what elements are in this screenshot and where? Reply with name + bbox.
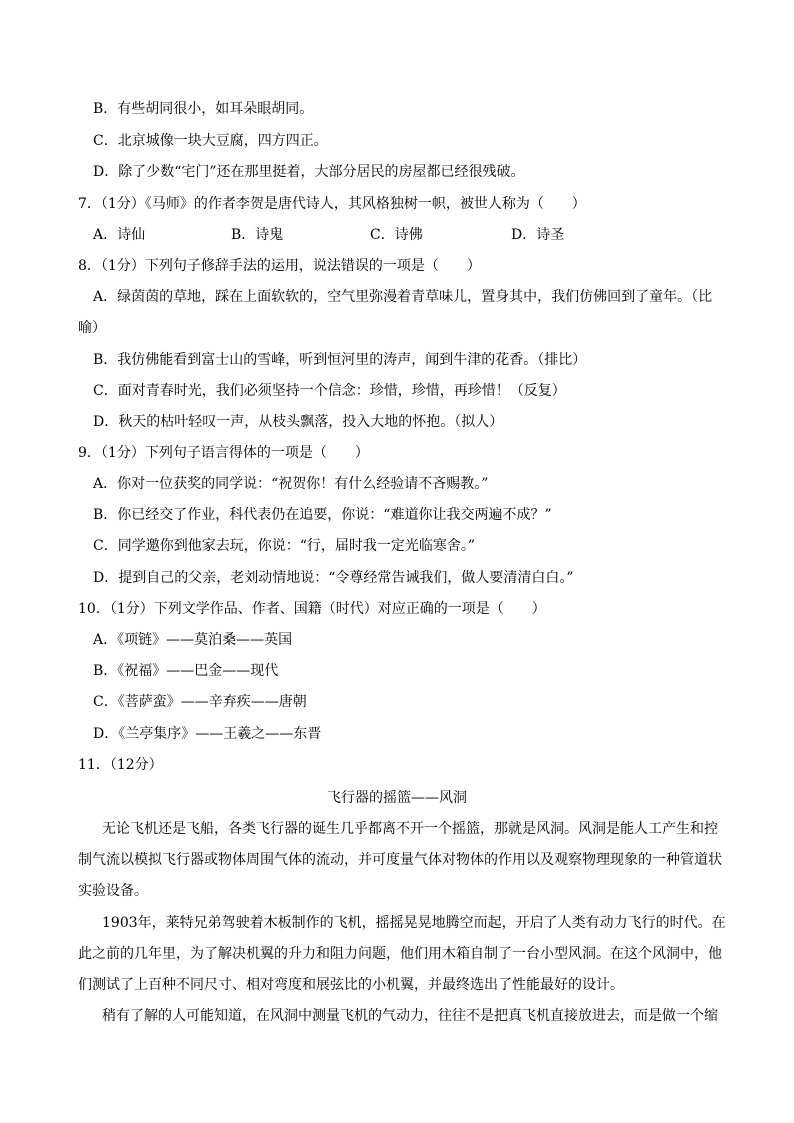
passage-p2-line3: 们测试了上百种不同尺寸、相对弯度和展弦比的小机翼，并最终选出了性能最好的设计。 — [78, 977, 624, 993]
q8-option-a-continued: 喻） — [78, 320, 106, 336]
q9-option-d: D．提到自己的父亲，老刘动情地说：“令尊经常告诫我们，做人要清清白白。” — [93, 570, 574, 586]
q7-option-a: A．诗仙 — [93, 227, 146, 243]
passage-title: 飞行器的摇篮——风洞 — [327, 790, 467, 806]
q8-stem: 8．（1分）下列句子修辞手法的运用，说法错误的一项是（ ） — [78, 258, 481, 274]
q11-stem: 11．（12分） — [78, 757, 163, 773]
passage-p3-line1: 稍有了解的人可能知道，在风洞中测量飞机的气动力，往往不是把真飞机直接放进去，而是做一个缩 — [102, 1008, 718, 1024]
passage-p1-line1: 无论飞机还是飞船，各类飞行器的诞生几乎都离不开一个摇篮，那就是风洞。风洞是能人工产生和控 — [102, 821, 718, 837]
q9-option-b: B．你已经交了作业，科代表仍在追要，你说：“难道你让我交两遍不成？” — [93, 507, 552, 523]
q6-option-b: B．有些胡同很小，如耳朵眼胡同。 — [93, 101, 314, 117]
q7-option-c: C．诗佛 — [370, 227, 423, 243]
q10-option-b: B．《祝福》——巴金——现代 — [93, 663, 279, 679]
q10-option-c: C．《菩萨蛮》——辛弃疾——唐朝 — [93, 694, 307, 710]
q7-stem: 7．（1分）《马师》的作者李贺是唐代诗人，其风格独树一帜，被世人称为（ ） — [78, 196, 586, 212]
passage-p1-line2: 制气流以模拟飞行器或物体周围气体的流动，并可度量气体对物体的作用以及观察物理现象的一种管道状 — [78, 852, 722, 868]
q6-option-d: D．除了少数“宅门”还在那里挺着，大部分居民的房屋都已经很残破。 — [93, 164, 525, 180]
passage-p2-line1: 1903年，莱特兄弟驾驶着木板制作的飞机，摇摇晃晃地腾空而起，开启了人类有动力飞行的时代。在 — [102, 915, 726, 931]
q7-option-b: B．诗鬼 — [231, 227, 284, 243]
passage-p1-line3: 实验设备。 — [78, 883, 148, 899]
q7-option-d: D．诗圣 — [511, 227, 565, 243]
q10-option-a: A．《项链》——莫泊桑——英国 — [93, 632, 293, 648]
q9-stem: 9．（1分）下列句子语言得体的一项是（ ） — [78, 445, 369, 461]
q10-option-d: D．《兰亭集序》——王羲之——东晋 — [93, 726, 322, 742]
passage-p2-line2: 此之前的几年里，为了解决机翼的升力和阻力问题，他们用木箱自制了一台小型风洞。在这个风洞中，他 — [78, 946, 722, 962]
q10-stem: 10．（1分）下列文学作品、作者、国籍（时代）对应正确的一项是（ ） — [78, 601, 546, 617]
q8-option-d: D．秋天的枯叶轻叹一声，从枝头飘落，投入大地的怀抱。（拟人） — [93, 414, 504, 430]
q8-option-b: B．我仿佛能看到富士山的雪峰，听到恒河里的涛声，闻到牛津的花香。（排比） — [93, 352, 587, 368]
q6-option-c: C．北京城像一块大豆腐，四方四正。 — [93, 133, 328, 149]
q9-option-a: A．你对一位获奖的同学说：“祝贺你！有什么经验请不吝赐教。” — [93, 476, 489, 492]
q8-option-a: A．绿茵茵的草地，踩在上面软软的，空气里弥漫着青草味儿，置身其中，我们仿佛回到了童年。（比 — [93, 289, 713, 305]
q8-option-c: C．面对青春时光，我们必须坚持一个信念：珍惜，珍惜，再珍惜！（反复） — [93, 383, 566, 399]
q9-option-c: C．同学邀你到他家去玩，你说：“行，届时我一定光临寒舍。” — [93, 538, 476, 554]
